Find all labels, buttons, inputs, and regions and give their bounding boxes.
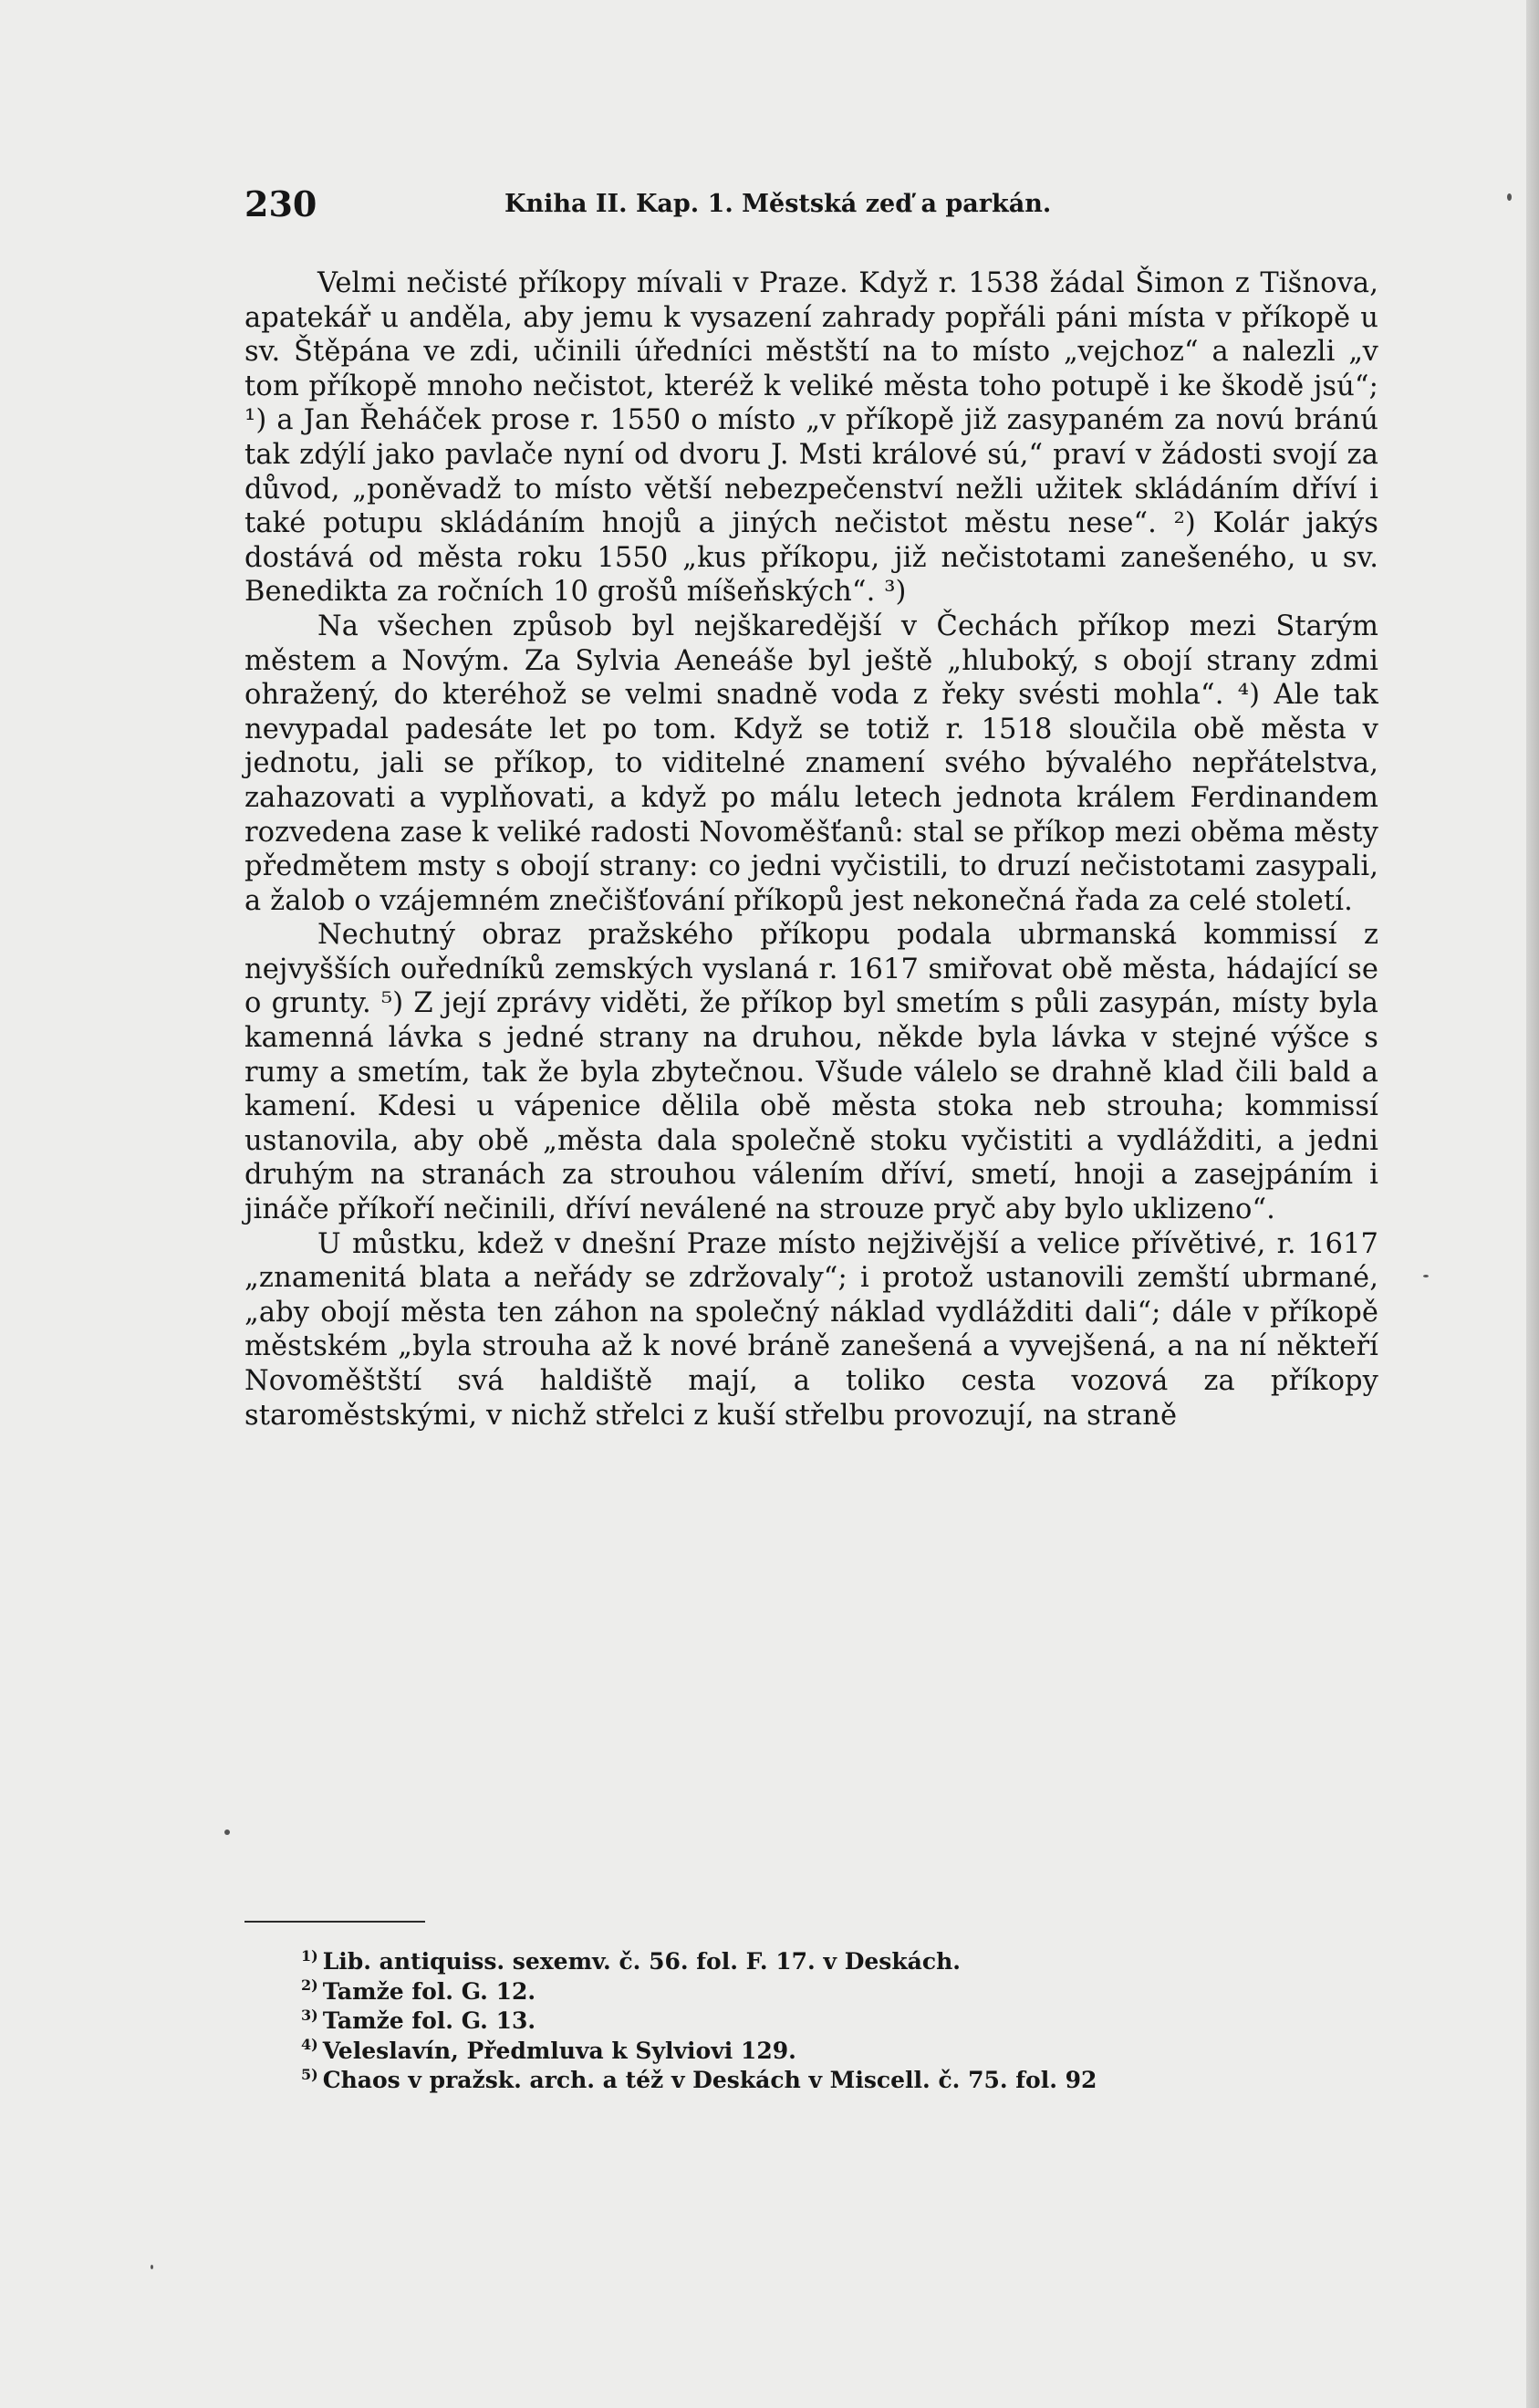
page-number: 230	[244, 183, 317, 224]
footnotes	[301, 1947, 1359, 2096]
footnote	[301, 1947, 1359, 1977]
footnote	[301, 1977, 1359, 2007]
ink-speck	[1423, 1275, 1429, 1277]
page-header	[244, 182, 1376, 237]
paragraph: U můstku, kdež v dnešní Praze místo nejživější a velice přívětivé, r. 1617 „znamenitá blata a neřády se zdržovaly“; i protož ustanovili zemští ubrmané, „aby obojí města ten záhon na společný náklad vydlážditi dali“; dále v příkopě městském „byla strouha až k nové bráně zanešená a vyvejšená, a na ní někteří Novoměštští svá haldiště mají, a toliko cesta vozová za příkopy staroměstskými, v nichž střelci z kuší střelbu provozují, na straně	[244, 1227, 1378, 1432]
footnote-mark: 1)	[301, 1946, 318, 1965]
footnote-text: Veleslavín, Předmluva k Sylviovi 129.	[322, 2037, 796, 2064]
footnote-text: Lib. antiquiss. sexemv. č. 56. fol. F. 17. v Deskách.	[322, 1948, 961, 1975]
footnote	[301, 2007, 1359, 2037]
footnote-mark: 2)	[301, 1976, 318, 1995]
footnote-text: Chaos v pražsk. arch. a též v Deskách v Miscell. č. 75. fol. 92	[322, 2067, 1097, 2094]
ink-speck	[151, 2265, 153, 2269]
footnote-text: Tamže fol. G. 12.	[322, 1977, 536, 2005]
paragraph: Na všechen způsob byl nejškaredější v Čechách příkop mezi Starým městem a Novým. Za Sylvia Aeneáše byl ještě „hluboký, s obojí strany zdmi ohražený, do kteréhož se velmi snadně voda z řeky svésti mohla“. ⁴) Ale tak nevypadal padesáte let po tom. Když se totiž r. 1518 sloučila obě města v jednotu, jali se příkop, to viditelné znamení svého bývalého nepřátelstva, zahazovati a vyplňovati, a když po málu letech jednota králem Ferdinandem rozvedena zase k veliké radosti Novoměšťanů: stal se příkop mezi oběma městy předmětem msty s obojí strany: co jedni vyčistili, to druzí nečistotami zasypali, a žalob o vzájemném znečišťování příkopů jest nekonečná řada za celé století.	[244, 610, 1378, 917]
ink-speck	[224, 1829, 230, 1835]
footnote-text: Tamže fol. G. 13.	[322, 2007, 536, 2035]
body-text	[244, 266, 1378, 1433]
running-title: Kniha II. Kap. 1. Městská zeď a parkán.	[504, 190, 1052, 218]
footnote	[301, 2066, 1359, 2096]
footnote-mark: 4)	[301, 2036, 318, 2054]
footnote-mark: 3)	[301, 2006, 318, 2024]
footnote	[301, 2037, 1359, 2067]
ink-speck	[1507, 193, 1512, 201]
footnote-mark: 5)	[301, 2066, 318, 2084]
paragraph: Nechutný obraz pražského příkopu podala ubrmanská kommissí z nejvyšších ouředníků zemských vyslaná r. 1617 smiřovat obě města, hádající se o grunty. ⁵) Z její zprávy viděti, že příkop byl smetím s půli zasypán, místy byla kamenná lávka s jedné strany na druhou, někde byla lávka v stejné výšce s rumy a smetím, tak že byla zbytečnou. Všude válelo se drahně klad čili bald a kamení. Kdesi u vápenice dělila obě města stoka neb strouha; kommissí ustanovila, aby obě „města dala společně stoku vyčistiti a vydlážditi, a jedni druhým na stranách za strouhou válením dříví, smetí, hnoji a zasejpáním i jináče příkoří nečinili, dříví neválené na strouze pryč aby bylo uklizeno“.	[244, 919, 1378, 1226]
page-edge	[1526, 0, 1539, 2408]
paragraph: Velmi nečisté příkopy mívali v Praze. Když r. 1538 žádal Šimon z Tišnova, apatekář u anděla, aby jemu k vysazení zahrady popřáli páni místa v příkopě u sv. Štěpána ve zdi, učinili úředníci městští na to místo „vejchoz“ a nalezli „v tom příkopě mnoho nečistot, kteréž k veliké města toho potupě i ke škodě jsú“; ¹) a Jan Řeháček prose r. 1550 o místo „v příkopě již zasypaném za novú bránú tak zdýlí jako pavlače nyní od dvoru J. Msti králové sú,“ praví v žádosti svojí za důvod, „poněvadž to místo větší nebezpečenství nežli užitek skládáním dříví i také potupu skládáním hnojů a jiných nečistot městu nese“. ²) Kolár jakýs dostává od města roku 1550 „kus příkopu, již nečistotami zanešeného, u sv. Benedikta za ročních 10 grošů míšeňských“. ³)	[244, 267, 1378, 609]
footnote-divider	[244, 1921, 425, 1923]
